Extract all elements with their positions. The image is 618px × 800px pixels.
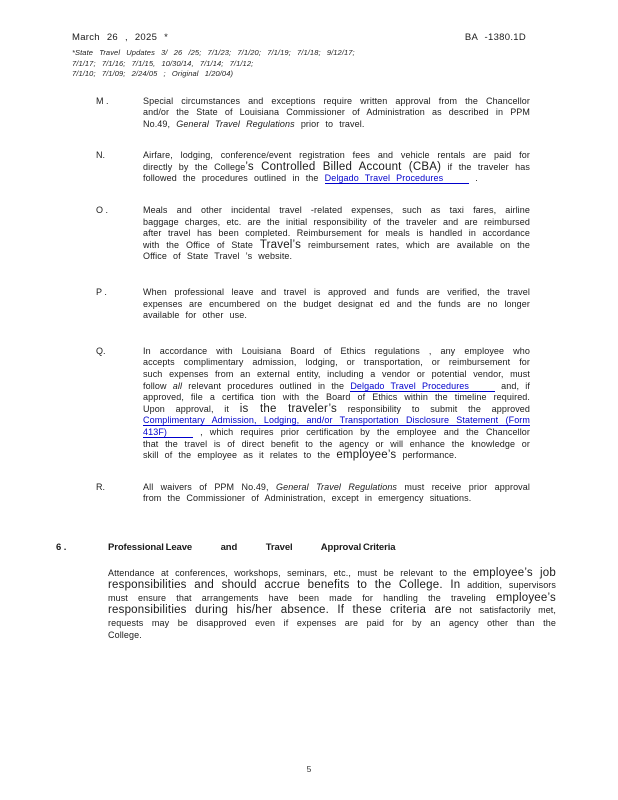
text-run: Airfare, lodging, conference/event registration fees and vehicle rentals are paid for directly by the College [143, 150, 530, 172]
text-run: . [469, 173, 478, 184]
revision-line: *State Travel Updates 3/ 26 /25; 7/1/23; 7/1/20; 7/1/19; 7/1/18; 9/12/17; [72, 48, 355, 57]
section-6-heading [56, 542, 530, 553]
text-run: not satisfactorily met, requests may be disapproved even if expenses are paid for by an agency other than the College. [108, 605, 557, 640]
text-run: prior to travel. [294, 118, 365, 129]
paragraph-text [143, 150, 530, 185]
paragraph-letter: Q. [96, 345, 106, 356]
text-run: All waivers of PPM No.49, [143, 481, 276, 492]
text-run: reimbursement rates, which are available on the Office of State Travel ’s website. [143, 239, 530, 262]
paragraph-R [96, 482, 530, 505]
form-413f-disclosure-link[interactable]: Complimentary Admission, Lodging, and/or Transportation Disclosure Statement (Form 413F) [143, 415, 530, 437]
text-run: responsibility to submit the approved [336, 403, 531, 414]
paragraph-Q [96, 346, 530, 462]
paragraph-letter: N. [96, 150, 105, 161]
document-date: March 26 , 2025 * [72, 32, 169, 43]
document-number: BA -1380.1D [464, 32, 526, 43]
italic-run: all [172, 380, 183, 391]
paragraph-text [143, 346, 530, 462]
section-number: 6 . [56, 541, 67, 553]
text-run: and, if approved, file a certifica tion with the Board of Ethics within the timeline required. Upon approval, it [143, 380, 530, 414]
paragraph-letter: O . [96, 205, 109, 216]
paragraph-O [96, 205, 530, 263]
header-row [72, 32, 530, 43]
text-run: , which requires prior certification by the employee and the Chancellor that the travel is of direct benefit to the agency or will enhance the knowledge or skill of the employee as it relates to the [143, 426, 530, 461]
text-run: When professional leave and travel is approved and funds are verified, the travel expenses are encumbered on the budget designat ed and the funds are no longer available for other use. [143, 287, 530, 321]
text-run: Special circumstances and exceptions require written approval from the Chancellor and/or the State of Louisiana Commissioner of Administration as described in PPM No.49, [143, 95, 530, 129]
text-run: Meals and other incidental travel -related expenses, such as taxi fares, airline baggage charges, etc. are the initial responsibility of the traveler and are reimbursed after travel has been completed. Reimbursement for meals is handled in accordance with the Office of State [143, 205, 530, 250]
text-run: performance. [396, 450, 457, 461]
large-text-run: employee’s job responsibilities and should accrue benefits to the College. In [108, 566, 556, 592]
italic-run: General Travel Regulations [176, 118, 295, 129]
paragraph-letter: M . [96, 95, 109, 106]
paragraph-letter: P . [96, 287, 107, 298]
revision-history [72, 48, 530, 80]
page-number: 5 [306, 764, 312, 774]
text-run: if the traveler has followed the procedures outlined in the [143, 161, 530, 184]
paragraph-text [143, 205, 530, 263]
text-run: Attendance at conferences, workshops, seminars, etc., must be relevant to the [108, 567, 473, 578]
text-run: addition, supervisors must ensure that arrangements have been made for handling the traveling [108, 580, 556, 603]
paragraph-P [96, 287, 530, 322]
paragraph-text [143, 96, 530, 131]
revision-line: 7/1/10; 7/1/09; 2/24/05 ; Original 1/20/04) [72, 69, 234, 78]
large-text-run: employee’s responsibilities during his/her absence. If these criteria are [108, 591, 556, 617]
text-run: In accordance with Louisiana Board of Ethics regulations , any employee who accepts complimentary admission, lodging, or transportation, or reimbursement for such expenses from an external entity, including a vendor or potential vendor, must follow [143, 345, 530, 391]
large-text-run: is the traveler’s [239, 402, 337, 415]
paragraph-text [143, 482, 530, 505]
section-title: Professional Leave and Travel Approval Criteria [108, 541, 396, 553]
paragraph-N [96, 150, 530, 185]
text-run: must receive prior approval from the Commissioner of Administration, except in emergency situations. [143, 481, 530, 504]
paragraph-M [96, 96, 530, 131]
delgado-travel-procedures-link[interactable]: Delgado Travel Procedures [325, 173, 470, 184]
large-text-run: employee’s [336, 449, 397, 462]
revision-line: 7/1/17; 7/1/16; 7/1/15, 10/30/14, 7/1/14; 7/1/12; [72, 58, 254, 68]
section-6-body [108, 567, 556, 641]
text-run: relevant procedures outlined in the [182, 380, 351, 391]
large-text-run: Travel’s [259, 238, 302, 251]
large-text-run: ’s Controlled Billed Account (CBA) [245, 160, 442, 173]
paragraph-text [143, 287, 530, 322]
paragraph-letter: R. [96, 481, 105, 492]
italic-run: General Travel Regulations [276, 481, 398, 492]
delgado-travel-procedures-link[interactable]: Delgado Travel Procedures [350, 381, 495, 392]
